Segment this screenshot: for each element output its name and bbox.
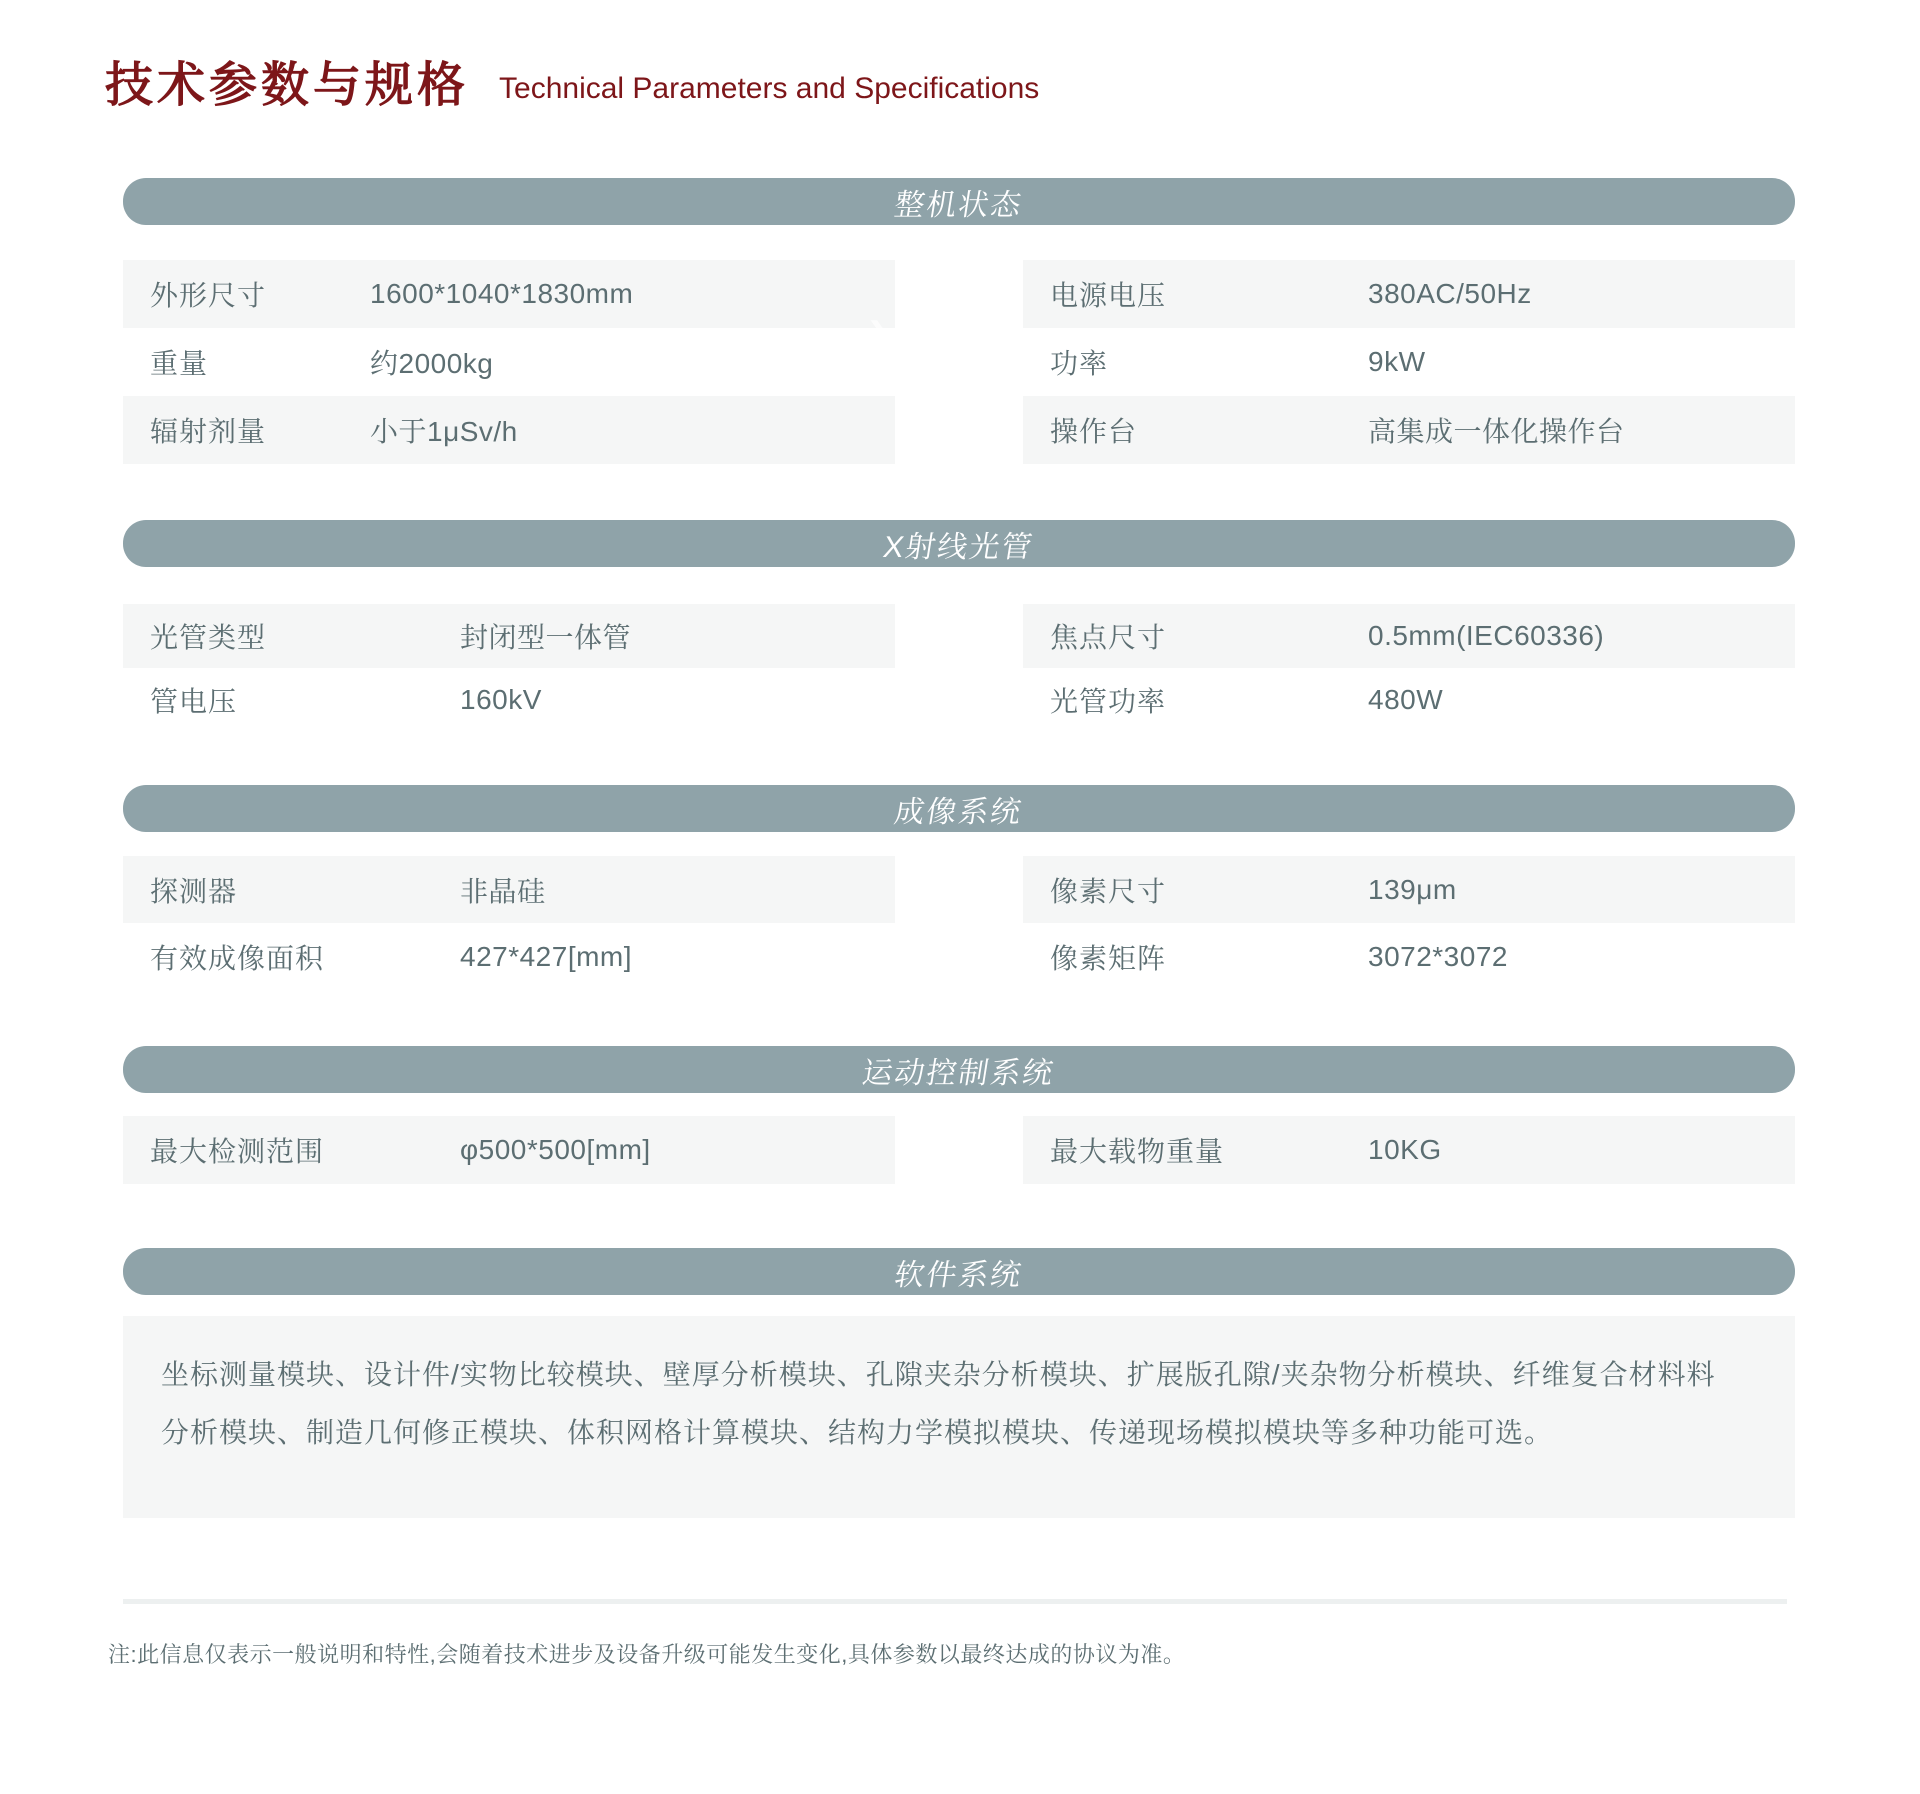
spec-value: 427*427[mm] — [460, 940, 633, 972]
spec-value: 非晶硅 — [460, 875, 546, 907]
spec-rows-xray-tube — [123, 604, 1795, 732]
spec-column-right — [1023, 856, 1795, 990]
spec-label: 像素矩阵 — [1050, 942, 1167, 974]
watermark-glyph-small: x — [1012, 343, 1022, 365]
spec-value: 约2000kg — [370, 348, 494, 379]
spec-value: 380AC/50Hz — [1368, 278, 1532, 309]
spec-row — [123, 856, 895, 923]
spec-value: 3072*3072 — [1368, 940, 1508, 972]
spec-row — [1023, 260, 1795, 328]
footnote: 注:此信息仅表示一般说明和特性,会随着技术进步及设备升级可能发生变化,具体参数以最终达成的协议为准。 — [108, 1642, 1186, 1667]
spec-rows-imaging-system — [123, 856, 1795, 990]
spec-value: 1600*1040*1830mm — [370, 278, 634, 309]
spec-row — [1023, 856, 1795, 923]
spec-column-left — [123, 260, 895, 464]
spec-label: 管电压 — [150, 686, 238, 717]
spec-label: 探测器 — [150, 875, 238, 907]
spec-row — [1023, 1116, 1795, 1184]
spec-row — [123, 604, 895, 668]
divider-line — [123, 1599, 1787, 1604]
page-title-zh: 技术参数与规格 — [105, 58, 470, 112]
page-title-en: Technical Parameters and Specifications — [499, 72, 1040, 105]
spec-row — [1023, 328, 1795, 396]
spec-column-right — [1023, 1116, 1795, 1184]
spec-row — [123, 923, 895, 990]
spec-label: 最大检测范围 — [150, 1136, 325, 1167]
spec-value: 0.5mm(IEC60336) — [1368, 620, 1605, 651]
spec-label: 重量 — [150, 348, 209, 379]
spec-value: 9kW — [1368, 346, 1426, 377]
section-header-label: 整机状态 — [891, 188, 1026, 222]
spec-row — [123, 668, 895, 732]
spec-value: φ500*500[mm] — [460, 1134, 651, 1165]
page-title — [105, 55, 1920, 111]
spec-label: 功率 — [1050, 348, 1109, 379]
spec-label: 最大载物重量 — [1050, 1136, 1225, 1167]
spec-value: 139μm — [1368, 873, 1457, 905]
spec-row — [1023, 604, 1795, 668]
spec-label: 外形尺寸 — [150, 280, 267, 311]
spec-rows-machine-status — [123, 260, 1795, 464]
spec-row — [1023, 396, 1795, 464]
section-header-software-system — [123, 1248, 1795, 1295]
watermark-glyph: X — [868, 308, 910, 377]
spec-value: 10KG — [1368, 1134, 1442, 1165]
spec-value: 160kV — [460, 684, 542, 715]
section-header-imaging-system — [123, 785, 1795, 832]
section-header-label: X射线光管 — [880, 530, 1037, 564]
spec-column-left — [123, 1116, 895, 1184]
section-header-label: 成像系统 — [891, 795, 1026, 829]
section-header-xray-tube — [123, 520, 1795, 567]
section-header-label: 运动控制系统 — [859, 1056, 1058, 1090]
spec-value: 480W — [1368, 684, 1444, 715]
spec-column-left — [123, 604, 895, 732]
spec-column-left — [123, 856, 895, 990]
section-header-label: 软件系统 — [891, 1258, 1026, 1292]
spec-row — [123, 396, 895, 464]
spec-row — [123, 260, 895, 328]
spec-column-right — [1023, 604, 1795, 732]
spec-label: 光管类型 — [150, 622, 267, 653]
spec-row — [123, 1116, 895, 1184]
spec-label: 辐射剂量 — [150, 416, 267, 447]
spec-rows-motion-control — [123, 1116, 1795, 1184]
spec-row — [123, 328, 895, 396]
spec-column-right — [1023, 260, 1795, 464]
spec-label: 焦点尺寸 — [1050, 622, 1167, 653]
section-header-motion-control — [123, 1046, 1795, 1093]
spec-label: 电源电压 — [1050, 280, 1167, 311]
spec-label: 光管功率 — [1050, 686, 1167, 717]
section-header-machine-status — [123, 178, 1795, 225]
spec-value: 封闭型一体管 — [460, 622, 632, 653]
spec-label: 像素尺寸 — [1050, 875, 1167, 907]
software-modules-text: 坐标测量模块、设计件/实物比较模块、壁厚分析模块、孔隙夹杂分析模块、扩展版孔隙/夹杂物分析模块、纤维复合材料料分析模块、制造几何修正模块、体积网格计算模块、结构力学模拟模块、传递现场模拟模块等多种功能可选。 — [161, 1359, 1716, 1448]
spec-label: 操作台 — [1050, 416, 1138, 447]
spec-value: 小于1μSv/h — [370, 416, 518, 447]
spec-value: 高集成一体化操作台 — [1368, 416, 1625, 447]
spec-row — [1023, 923, 1795, 990]
spec-row — [1023, 668, 1795, 732]
software-modules-panel — [123, 1316, 1795, 1518]
spec-label: 有效成像面积 — [150, 942, 325, 974]
